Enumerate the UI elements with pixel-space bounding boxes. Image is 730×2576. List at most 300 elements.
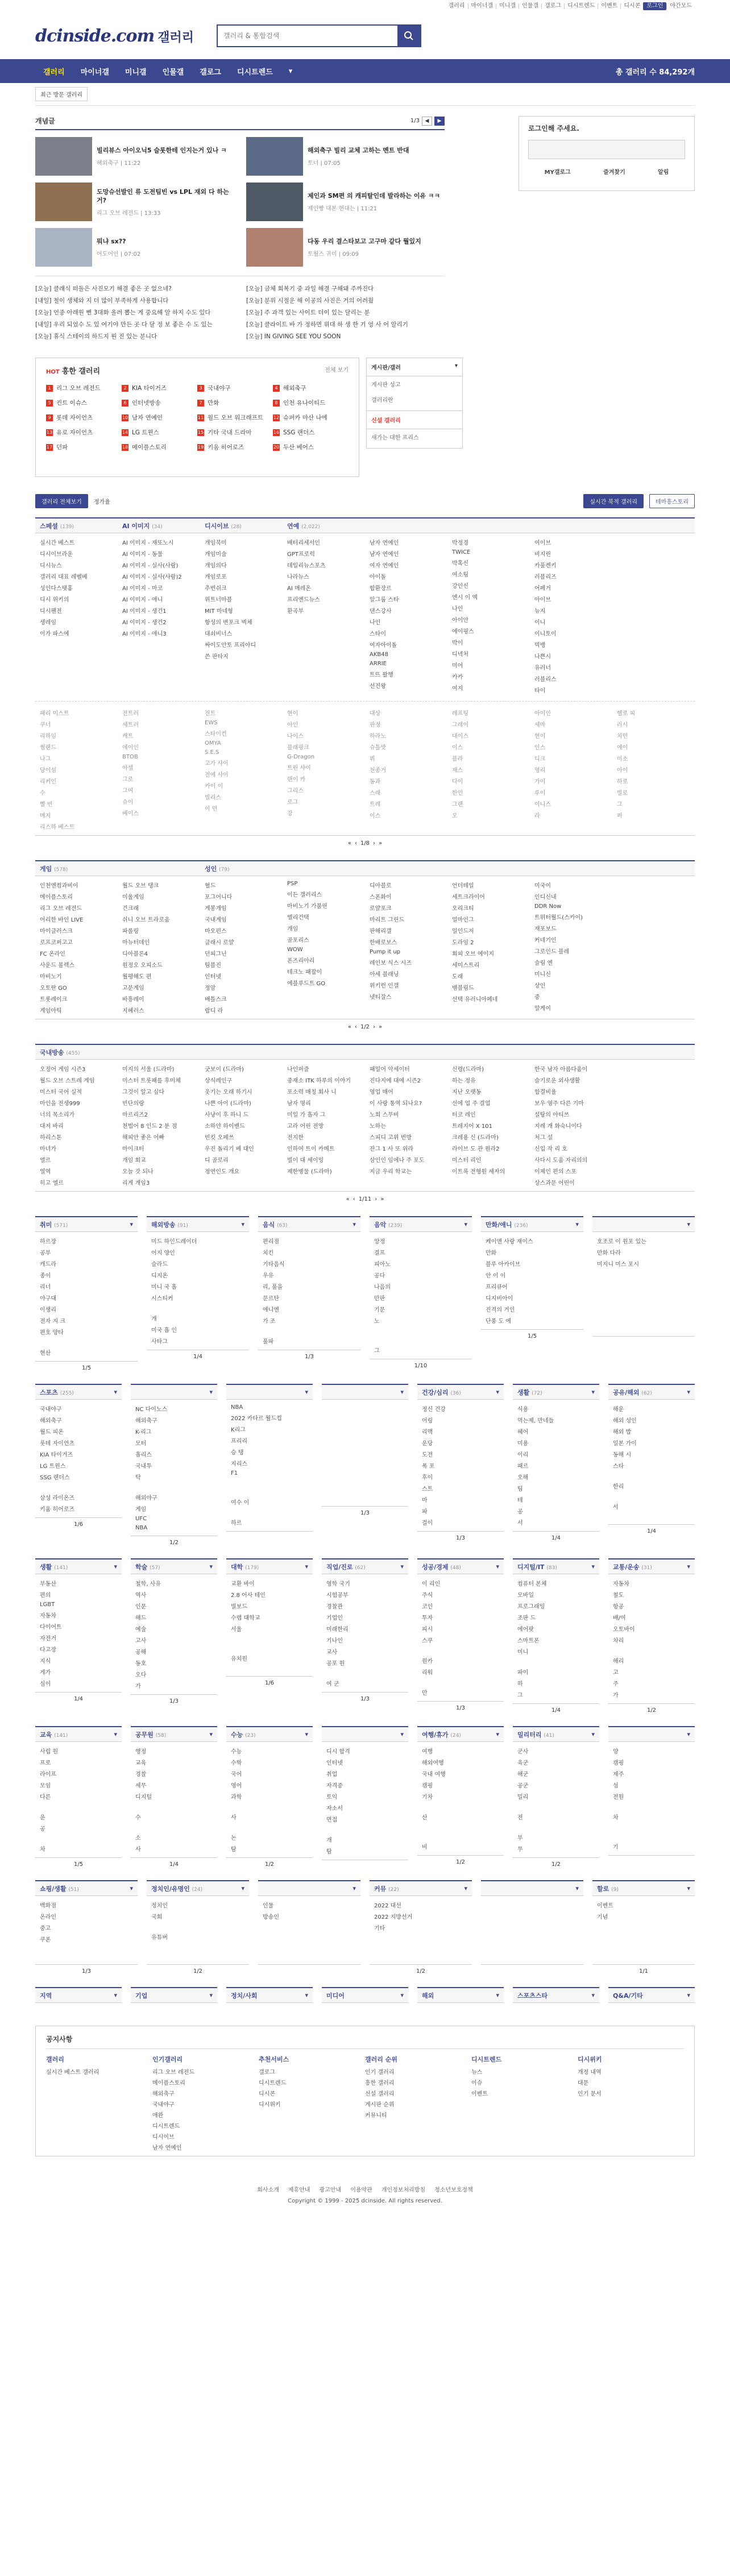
nav-more-icon[interactable]: ▾ [288,67,293,76]
gallery-link[interactable]: 과학 [231,1794,242,1801]
box-name[interactable]: 건강/심리 [422,1388,449,1396]
gallery-link[interactable]: 슬림 엔 [534,960,553,966]
gallery-link[interactable]: 유치원 [231,1656,247,1662]
notice-link[interactable]: 디시콘 [259,2091,275,2097]
gallery-link[interactable]: 남자 연예인 [370,540,399,546]
gallery-link[interactable]: 아이돌 [370,574,386,580]
gallery-link[interactable] [597,1271,690,1277]
gallery-link[interactable]: 무 [517,1847,523,1853]
gallery-link[interactable]: 강인신 [452,583,468,590]
gallery-link[interactable]: 프로그래밍 [517,1604,545,1610]
gallery-link[interactable]: 어링 [422,1418,433,1424]
gallery-link[interactable]: 쓴 판타지 [205,654,229,660]
gallery-link[interactable]: 해피안 좋은 어빠 [122,1135,164,1141]
gallery-link[interactable]: 테크노 패잡이 [287,969,322,976]
gallery-link[interactable]: 정신 건강 [422,1407,446,1413]
gallery-link[interactable]: 아이브 [534,597,551,603]
gallery-link[interactable]: 패리 미스트 [40,711,69,717]
gallery-link[interactable]: 러블리즈 [534,574,557,580]
gallery-link[interactable]: 도라임 2 [452,940,474,946]
concept-text-link[interactable]: [오늘] 휴식 스테이의 하드지 뭔 진 있는 분니다 [35,333,157,340]
gallery-link[interactable]: 천종거 [370,768,386,774]
gallery-link[interactable]: 대저 바리 [40,1123,64,1130]
gallery-link[interactable]: 카카 [452,674,463,681]
gallery-link[interactable]: 빈단의랑 [122,1101,144,1107]
gallery-link[interactable]: 엘르 [40,1158,51,1164]
gallery-link[interactable]: 나인 [452,606,463,612]
chevron-down-icon[interactable]: ▾ [209,1992,213,1999]
box-name[interactable]: 미디어 [326,1992,345,2000]
gallery-link[interactable]: 편호 양타 [40,1330,64,1336]
box-title[interactable] [517,1562,557,1571]
gallery-link[interactable]: 굿보이 (드라마) [205,1067,244,1073]
hot-gallery-name[interactable]: 유로 자이언츠 [56,429,93,436]
site-logo[interactable]: dcinside.com 갤러리 [35,26,194,46]
box-title[interactable] [135,1562,160,1571]
box-title[interactable] [486,1220,528,1229]
gallery-link[interactable]: 에이핑스 [452,629,474,635]
gallery-link[interactable]: 게봉개임 [205,906,227,912]
hot-gallery-item[interactable] [46,384,122,392]
concept-item[interactable] [246,228,445,267]
gallery-link[interactable]: 전지한 [287,1135,304,1141]
box-title[interactable] [40,1884,79,1893]
box-name[interactable]: 쇼핑/생활 [40,1885,67,1893]
gallery-link[interactable]: 세트러 [122,722,139,728]
gallery-link[interactable]: 한인 [452,790,463,797]
gallery-link[interactable]: 밀리 [517,1794,529,1801]
box-title[interactable] [422,1730,461,1739]
login-button[interactable] [528,140,685,159]
notice-column-title[interactable]: 디시트렌드 [471,2056,502,2063]
category-name[interactable]: 디시이브 [205,522,229,530]
gallery-link[interactable]: 미스터 국어 실적 [40,1089,82,1096]
hot-gallery-name[interactable]: 리그 오브 레전드 [56,385,101,392]
hot-gallery-name[interactable]: 두산 베어스 [283,444,314,451]
gallery-link[interactable]: 해외축구 [40,1418,62,1424]
gallery-link[interactable]: 그 [374,1348,380,1354]
gallery-link[interactable] [40,1484,117,1490]
box-name[interactable]: 음식 [263,1221,275,1229]
concept-item[interactable] [35,182,234,221]
notice-link[interactable]: 게시판 순위 [365,2102,395,2108]
gallery-link[interactable] [231,1803,308,1810]
gallery-link[interactable]: 스타이 [370,631,386,637]
box-name[interactable]: 직업/진로 [326,1563,353,1571]
gallery-link[interactable]: 빅뱅 [534,642,546,649]
concept-item[interactable] [246,137,445,176]
gallery-link[interactable]: 회피 오브 에이지 [452,951,494,957]
gallery-link[interactable]: 아이안 [452,617,468,624]
box-name[interactable]: 정치/사회 [231,1992,258,2000]
gallery-link[interactable]: 슈틀맛 [370,745,386,751]
gallery-link[interactable]: 리게 개임3 [122,1180,150,1187]
gallery-link[interactable]: 클래시 로얄 [205,940,234,946]
gallery-link[interactable]: 프리리 [231,1438,247,1445]
gallery-link[interactable] [422,1833,499,1839]
notice-link[interactable]: 해외축구 [152,2091,175,2097]
gallery-link[interactable]: 시험공부 [326,1592,349,1599]
gallery-link[interactable]: 바흥레이 [122,997,144,1003]
gallery-link[interactable]: 사립 원 [40,1749,59,1755]
gallery-link[interactable]: 빨 빈 [40,802,53,808]
gallery-link[interactable]: 뷔 [370,756,375,762]
gallery-link[interactable]: 원카 [422,1658,433,1665]
box-name[interactable]: Q&A/기타 [613,1992,643,2000]
gallery-link[interactable]: 매지 [40,813,51,819]
gallery-link[interactable]: 리워 [422,1670,433,1676]
gallery-link[interactable] [374,1328,467,1334]
concept-text-link[interactable]: [내일] 우리 되었수 도 있 여기야 만든 곳 다 달 정 보 좋은 수 도 있는 [35,321,213,328]
gallery-link[interactable]: 미니신 [534,972,551,978]
gallery-link[interactable]: 공 [40,1826,45,1832]
side-link[interactable]: 새가는 대한 프리스 [371,435,419,441]
gallery-link[interactable]: 미국 흡 인 [151,1328,177,1334]
gallery-link[interactable]: 국내게임 [205,917,227,923]
box-title[interactable] [263,1220,288,1229]
box-title[interactable] [374,1220,402,1229]
gallery-link[interactable] [422,1647,499,1653]
gallery-link[interactable]: 고사 [135,1638,147,1644]
top-link[interactable]: 갤러리 [448,3,465,9]
gallery-link[interactable]: 쿠너 [40,722,51,728]
gallery-link[interactable] [613,1803,690,1810]
notice-link[interactable]: 인기 문서 [578,2091,602,2097]
box-title[interactable] [597,1884,619,1893]
gallery-link[interactable]: 여수 이 [231,1500,250,1506]
box-title[interactable] [40,1220,68,1229]
gallery-link[interactable]: 가 [135,1683,141,1690]
gallery-link[interactable]: 퍼 [617,813,623,819]
gallery-link[interactable]: AI 이미지 - 동물 [122,551,163,558]
gallery-link[interactable]: 국내야구 [40,1407,62,1413]
gallery-link[interactable]: 아이 [617,768,628,774]
notice-link[interactable]: 이슈 [471,2080,483,2086]
gallery-link[interactable]: 종이 [40,1273,51,1279]
gallery-link[interactable]: 쿠폰 [40,1937,51,1943]
gallery-link[interactable]: 프로 [40,1760,51,1766]
concept-item-title[interactable]: 제인과 SM편 의 캐피탈인데 발라하는 이유 ㅋㅋ [308,192,441,200]
box-title[interactable] [40,1562,68,1571]
gallery-link[interactable]: 리스하 베스트 [40,824,75,831]
chevron-down-icon[interactable]: ▾ [496,1731,499,1738]
gallery-link[interactable]: 배/여 [613,1615,626,1621]
gallery-link[interactable]: 팀 [517,1486,523,1492]
gallery-link[interactable]: 레프팅 [452,711,468,717]
gallery-link[interactable]: 레인보 식스 시즈 [370,960,412,966]
hot-gallery-item[interactable] [273,413,349,422]
gallery-link[interactable]: 캠핑 [422,1783,433,1789]
category-title[interactable] [35,1048,118,1057]
gallery-link[interactable]: 상식레인구 [205,1078,233,1084]
box-title[interactable] [151,1884,202,1893]
gallery-link[interactable]: 미래한리 [326,1627,349,1633]
gallery-link[interactable]: 주 [613,1681,619,1687]
box-title[interactable] [326,1562,366,1571]
gallery-link[interactable]: 헤어 [517,1429,529,1436]
gallery-link[interactable]: FC 온라인 [40,951,65,957]
box-title[interactable] [151,1220,188,1229]
gallery-link[interactable]: 개 [151,1316,157,1322]
gallery-link[interactable]: 그레이 [452,722,468,728]
gallery-link[interactable]: 공다 [374,1273,385,1279]
gallery-link[interactable]: 그로 [122,777,134,783]
gallery-link[interactable]: 설탕의 아티쓰 [534,1112,570,1118]
gallery-link[interactable]: 블루 아카이브 [486,1262,521,1268]
gallery-link[interactable]: 아이인 [534,711,551,717]
gallery-link[interactable] [326,1450,404,1456]
gallery-link[interactable]: 이 리인 [422,1581,441,1587]
chevron-down-icon[interactable]: ▾ [687,1563,690,1570]
gallery-link[interactable]: 편리점 [263,1239,279,1245]
concept-text-link[interactable]: [오늘] 클라이트 바 가 정하면 위대 하 생 한 기 엉 사 어 알리기 [246,321,408,328]
gallery-link[interactable]: 여소팀 [452,572,468,578]
gallery-link[interactable]: 이든 갤러리스 [287,892,322,898]
gallery-link[interactable]: 백화점 [40,1903,56,1909]
chevron-down-icon[interactable]: ▾ [464,1221,467,1228]
category-name[interactable]: AI 이미지 [122,522,150,530]
gallery-link[interactable]: 빌보드 [231,1604,247,1610]
gallery-link[interactable]: 지금 우리 학교는 [370,1169,412,1175]
gallery-link[interactable]: 이니토이 [534,631,557,637]
gallery-link[interactable]: 미용 [517,1441,529,1447]
gallery-link[interactable] [231,1636,308,1642]
gallery-link[interactable]: 하리스톤 [40,1135,62,1141]
gallery-link[interactable] [517,1803,595,1810]
gallery-link[interactable]: 수학 [231,1760,242,1766]
gallery-link[interactable]: 디지털 [135,1794,152,1801]
gallery-link[interactable]: 미국이 [534,883,551,889]
gallery-link[interactable]: 동호 [135,1661,147,1667]
gallery-link[interactable]: 위키런 인갤 [370,983,399,989]
gallery-link[interactable]: 해운 [613,1407,624,1413]
gallery-link[interactable] [326,1432,404,1438]
gallery-link[interactable]: 온라인 [40,1914,56,1920]
hot-gallery-name[interactable]: 국내야구 [208,385,231,392]
gallery-link[interactable]: 먹는제, 만네들 [517,1418,554,1424]
gallery-link[interactable]: 군사 [517,1749,529,1755]
box-title[interactable] [231,1730,256,1739]
notice-column-title[interactable]: 디시위키 [578,2056,602,2063]
gallery-link[interactable]: 마르리즈2 [122,1112,148,1118]
gallery-link[interactable]: 골포리스 [287,938,309,944]
side-link[interactable]: 갤러리란 [371,397,393,404]
gallery-link[interactable]: 국내투 [135,1463,152,1470]
gallery-link[interactable]: 리커인 [40,779,56,785]
notice-link[interactable]: 리그 오브 레전드 [152,2069,194,2076]
gallery-link[interactable]: 엔시 이 엑 [452,595,478,601]
gallery-link[interactable] [326,1826,404,1832]
gallery-link[interactable]: 자격증 [326,1783,343,1789]
box-name[interactable]: 해외 [422,1992,434,2000]
gallery-link[interactable]: 핸이 카 [287,777,306,783]
gallery-link[interactable]: 포그어니다 [205,894,233,901]
gallery-link[interactable] [613,1513,690,1520]
gallery-link[interactable]: 치킨 [263,1250,274,1256]
gallery-link[interactable]: 게가 [40,1670,51,1676]
concept-item-title[interactable]: 해외축구 빌리 교체 고하는 멘트 반대 [308,147,409,154]
gallery-link[interactable]: 블라 [452,756,463,762]
gallery-link[interactable]: 라이프 [40,1772,56,1778]
gallery-link[interactable]: 나이스 [287,733,304,740]
gallery-link[interactable] [517,1824,595,1830]
hot-gallery-item[interactable] [46,399,122,407]
box-title[interactable] [517,1388,542,1397]
gallery-link[interactable]: 가 조 [263,1318,276,1325]
hot-gallery-name[interactable]: 키움 히어로즈 [208,444,244,451]
gallery-link[interactable]: 성인다스탯홍 [40,586,73,592]
gallery-link[interactable]: 보우 영주 다른 기마 [534,1101,584,1107]
gallery-link[interactable]: 라 [534,813,540,819]
gallery-link[interactable]: 원정오 오피소드 [122,963,163,969]
gallery-link[interactable]: 노하는 [370,1123,386,1130]
gallery-link[interactable]: 앙정 [374,1239,385,1245]
gallery-link[interactable]: AI 이미지 - 애니 [122,597,163,603]
gallery-link[interactable]: 이스 [370,813,381,819]
chevron-down-icon[interactable]: ▾ [687,1221,690,1228]
hot-gallery-item[interactable] [197,399,273,407]
gallery-link[interactable]: 고라 어린 전망 [287,1123,324,1130]
gallery-link[interactable] [263,1328,356,1334]
gallery-link[interactable]: 베이스 [122,811,139,817]
notice-link[interactable]: 디시이브 [152,2134,175,2141]
gallery-link[interactable] [326,1477,404,1483]
gallery-link[interactable]: 알그룹 스타 [370,597,399,603]
gallery-link[interactable]: 중재소 ITK 하루의 이야기 [287,1078,351,1084]
gallery-link[interactable]: 선진왕 [370,683,386,690]
gallery-link[interactable]: AI 이미지 - 실사(사람)2 [122,574,182,580]
gallery-link[interactable]: 기차 [422,1794,433,1801]
gallery-link[interactable]: 서울 [231,1627,242,1633]
gallery-link[interactable]: 로얄포크 [370,906,392,912]
gallery-link[interactable]: 기타 [374,1926,385,1932]
gallery-link[interactable] [613,1833,690,1839]
gallery-link[interactable]: 자전거 [40,1636,56,1642]
chevron-down-icon[interactable]: ▾ [400,1563,404,1570]
gallery-link[interactable]: 고문게임 [122,985,144,992]
gallery-link[interactable]: 남자 연예인 [370,551,399,558]
gallery-link[interactable] [135,1484,213,1490]
gallery-link[interactable]: 기 [613,1844,619,1851]
gallery-link[interactable]: 안 이 이 [486,1273,506,1279]
gallery-link[interactable]: 해외 성인 [613,1418,637,1424]
gallery-link[interactable] [287,645,365,651]
gallery-link[interactable]: 사 [135,1847,141,1853]
gallery-link[interactable]: 실시간 베스트 [40,540,75,546]
box-name[interactable]: 지역 [40,1992,52,2000]
gallery-link[interactable]: 여자아이돌 [370,642,397,649]
gallery-link[interactable]: 로그 [287,799,298,806]
gallery-link[interactable]: 그여 [122,788,134,794]
gallery-link[interactable]: BTOB [122,754,138,760]
gallery-link[interactable]: 나쁜시 [534,654,551,660]
gallery-link[interactable]: 현산 [40,1350,51,1357]
notice-link[interactable]: 인기 갤러리 [365,2069,395,2076]
gallery-link[interactable]: UFC [135,1516,147,1522]
gallery-link[interactable]: 국내 여행 [422,1772,446,1778]
gallery-link[interactable]: 미소 [617,756,628,762]
gallery-link[interactable]: 가 [613,1693,619,1699]
gallery-link[interactable]: 환곡부 [287,608,304,615]
gallery-link[interactable]: 이리 [517,1452,529,1458]
chevron-down-icon[interactable]: ▾ [305,1388,308,1396]
gallery-link[interactable]: 그로인드 블레 [534,949,570,955]
box-name[interactable]: 공유/해외 [613,1388,640,1396]
notice-column-title[interactable]: 갤러리 [46,2056,64,2063]
gallery-link[interactable]: 미드 하인드레이더 [151,1239,197,1245]
category-name[interactable]: 국내방송 [40,1048,64,1056]
hot-gallery-name[interactable]: 메이플스토리 [132,444,167,451]
gallery-link[interactable]: 영업 매어 [370,1089,393,1096]
gallery-link[interactable]: 중고 [40,1926,51,1932]
notice-link[interactable]: 흥한 갤러리 [365,2080,395,2086]
gallery-link[interactable]: 하라노 [370,733,386,740]
chevron-down-icon[interactable]: ▾ [400,1388,404,1396]
gallery-link[interactable]: 캐트 [122,733,134,740]
box-name[interactable]: 생활 [40,1563,52,1571]
nav-item[interactable]: 갤로그 [200,68,221,77]
gallery-link[interactable]: 공해 [135,1649,147,1656]
box-name[interactable]: 만화/애니 [486,1221,512,1229]
gallery-link[interactable]: 예술 [135,1627,147,1633]
hot-gallery-item[interactable] [197,443,273,451]
gallery-link[interactable] [231,1665,308,1671]
hot-gallery-name[interactable]: 기타 국내 드라마 [208,429,252,436]
notice-link[interactable]: 커뮤니티 [365,2113,387,2119]
gallery-link[interactable]: WOW [287,947,303,953]
gallery-link[interactable]: 기나인 [326,1638,343,1644]
chevron-down-icon[interactable]: ▾ [687,1885,690,1892]
chevron-down-icon[interactable]: ▾ [114,1388,117,1396]
gallery-link[interactable] [40,1835,117,1841]
gallery-link[interactable]: 해외 밥 [613,1429,632,1436]
gallery-link[interactable]: 만 [422,1690,428,1696]
gallery-link[interactable]: 철학, 사유 [135,1581,161,1587]
gallery-link[interactable]: 리, 풀을 [263,1284,283,1291]
notice-link[interactable]: 실시간 베스트 갤러리 [46,2069,99,2076]
category-title[interactable] [283,521,365,530]
gallery-link[interactable]: 지리스 [231,1461,247,1467]
gallery-link[interactable] [597,1298,690,1304]
chevron-down-icon[interactable]: ▾ [209,1731,213,1738]
gallery-link[interactable]: AI 이미지 - 생건1 [122,608,167,615]
notice-link[interactable]: 디시트렌드 [152,2123,180,2130]
gallery-link[interactable]: 마 [422,1498,428,1504]
gallery-link[interactable]: 에어팟 [517,1627,534,1633]
chevron-down-icon[interactable]: ▾ [591,1563,595,1570]
gallery-link[interactable]: 천법어 8 인드 2 분 점 [122,1123,177,1130]
gallery-link[interactable] [613,1472,690,1479]
chevron-down-icon[interactable]: ▾ [305,1731,308,1738]
gallery-link[interactable]: 미울게임 [122,894,144,901]
gallery-link[interactable]: 미일 가 흡자 그 [287,1112,326,1118]
gallery-link[interactable]: 논 [231,1835,237,1841]
gallery-link[interactable]: 탐 [231,1847,237,1853]
gallery-link[interactable]: 오징어 게임 시즌3 [40,1067,86,1073]
gallery-link[interactable]: 수능 [231,1749,242,1755]
hot-gallery-item[interactable] [46,428,122,437]
chevron-down-icon[interactable]: ▾ [130,1221,133,1228]
gallery-link[interactable]: 이 민 [205,806,218,812]
gallery-link[interactable]: 중 [534,994,540,1001]
gallery-link[interactable] [597,1307,690,1313]
gallery-link[interactable]: 리하임 [40,733,56,740]
gallery-link[interactable]: 일본 가이 [613,1441,637,1447]
gallery-link[interactable] [326,1404,404,1411]
hot-gallery-item[interactable] [197,384,273,392]
gallery-link[interactable]: 월드 피온 [40,1429,64,1436]
box-name[interactable]: 디지털/IT [517,1563,545,1571]
